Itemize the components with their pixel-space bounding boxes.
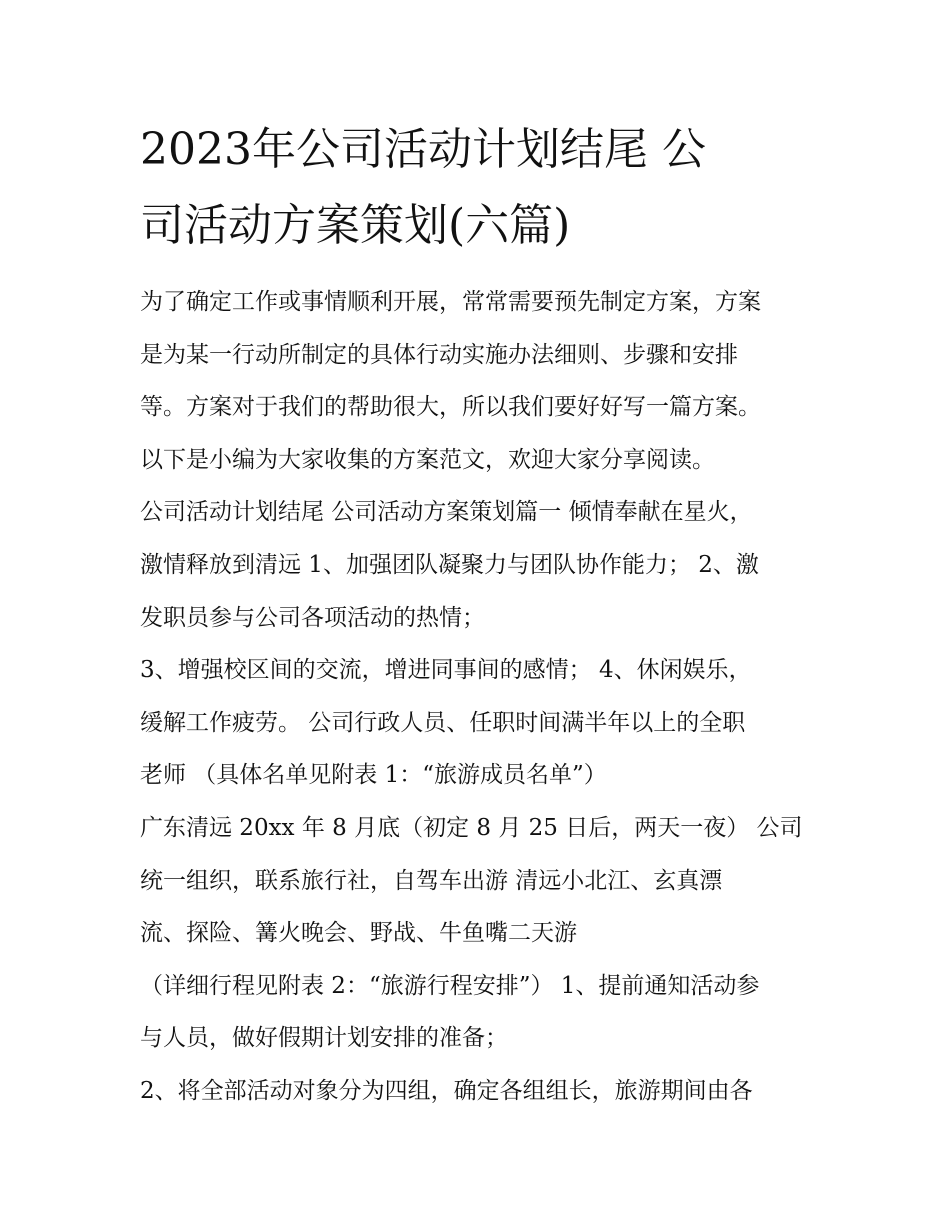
body-line-1: 为了确定工作或事情顺利开展，常常需要预先制定方案，方案 (140, 289, 761, 315)
body-line-9: 缓解工作疲劳。 公司行政人员、任职时间满半年以上的全职 (140, 709, 746, 736)
body-line-16: 2、将全部活动对象分为四组，确定各组组长，旅游期间由各 (140, 1077, 753, 1104)
body-line-13: 流、探险、篝火晚会、野战、牛鱼嘴二天游 (140, 920, 577, 947)
title-line-1: 2023年公司活动计划结尾 公 (140, 124, 706, 175)
body-line-8: 3、增强校区间的交流，增进同事间的感情； 4、休闲娱乐， (140, 657, 752, 684)
body-line-7: 发职员参与公司各项活动的热情； (140, 604, 485, 631)
body-line-10: 老师 （具体名单见附表 1：“旅游成员名单”） (140, 762, 607, 789)
body-line-11: 广东清远 20xx 年 8 月底（初定 8 月 25 日后，两天一夜） 公司 (140, 814, 803, 841)
body-line-4: 以下是小编为大家收集的方案范文，欢迎大家分享阅读。 (140, 446, 715, 473)
body-line-3: 等。方案对于我们的帮助很大，所以我们要好好写一篇方案。 (140, 394, 761, 421)
title-line-2: 司活动方案策划(六篇) (140, 200, 571, 251)
document-title (140, 112, 820, 264)
body-line-12: 统一组织，联系旅行社，自驾车出游 清远小北江、玄真漂 (140, 867, 723, 894)
body-line-2: 是为某一行动所制定的具体行动实施办法细则、步骤和安排 (140, 341, 738, 368)
body-line-15: 与人员，做好假期计划安排的准备； (140, 1025, 508, 1052)
body-line-6: 激情释放到清远 1、加强团队凝聚力与团队协作能力； 2、激 (140, 551, 759, 578)
body-line-5: 公司活动计划结尾 公司活动方案策划篇一 倾情奉献在星火， (140, 499, 753, 526)
document-body (140, 276, 840, 1118)
body-line-14: （详细行程见附表 2：“旅游行程安排”） 1、提前通知活动参 (140, 972, 760, 999)
